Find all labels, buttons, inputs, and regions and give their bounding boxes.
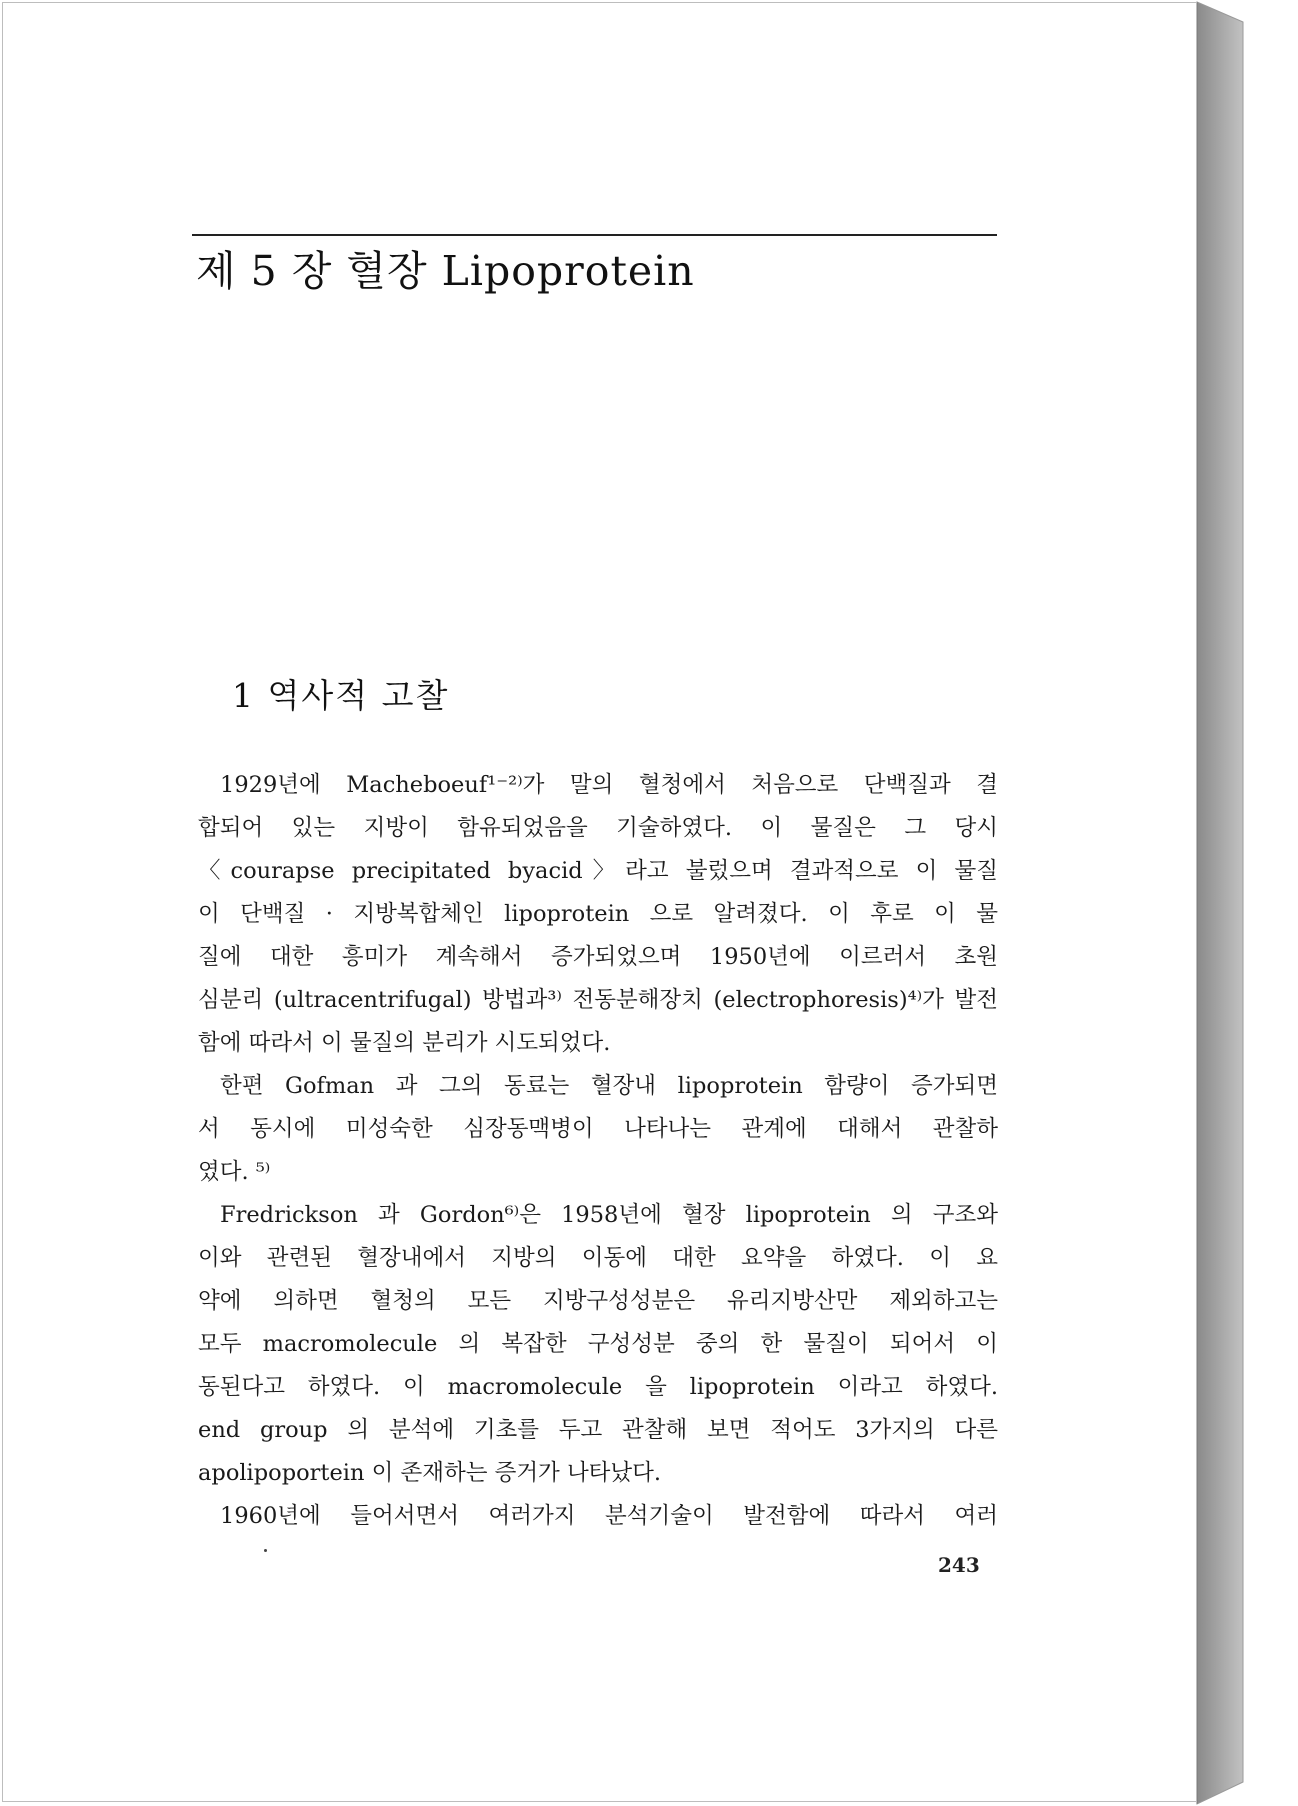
body-line: 1960년에 들어서면서 여러가지 분석기술이 발전함에 따라서 여러 [220,1503,998,1529]
body-line: Fredrickson 과 Gordon⁶⁾은 1958년에 혈장 lipoprotein 의 구조와 [220,1202,998,1228]
body-line: 1929년에 Macheboeuf¹⁻²⁾가 말의 혈청에서 처음으로 단백질과 결 [220,772,998,798]
body-line: 모두 macromolecule 의 복잡한 구성성분 중의 한 물질이 되어서 이 [198,1331,998,1357]
body-line: 합되어 있는 지방이 함유되었음을 기술하였다. 이 물질은 그 당시 [198,815,998,841]
chapter-title-rule [192,234,997,236]
body-line: 이 단백질 · 지방복합체인 lipoprotein 으로 알려졌다. 이 후로 이 물 [198,901,998,927]
section-heading: 1 역사적 고찰 [232,676,450,715]
body-line: 심분리 (ultracentrifugal) 방법과³⁾ 전동분해장치 (electrophoresis)⁴⁾가 발전 [198,987,998,1013]
body-line: 질에 대한 흥미가 계속해서 증가되었으며 1950년에 이르러서 초원 [198,944,998,970]
body-line: 함에 따라서 이 물질의 분리가 시도되었다. [198,1030,611,1056]
body-line: 동된다고 하였다. 이 macromolecule 을 lipoprotein 이라고 하였다. [198,1374,998,1400]
print-speck [264,1549,267,1552]
body-line: 였다. ⁵⁾ [198,1159,271,1185]
body-line: 한편 Gofman 과 그의 동료는 혈장내 lipoprotein 함량이 증가되면 [220,1073,998,1099]
body-text [198,764,998,1538]
body-line: 〈courapse precipitated byacid〉라고 불렀으며 결과적으로 이 물질 [198,858,998,884]
body-line: apolipoportein 이 존재하는 증거가 나타났다. [198,1460,662,1486]
body-line: end group 의 분석에 기초를 두고 관찰해 보면 적어도 3가지의 다른 [198,1417,998,1443]
chapter-title: 제 5 장 혈장 Lipoprotein [196,247,695,295]
page-number: 243 [938,1553,980,1577]
body-line: 이와 관련된 혈장내에서 지방의 이동에 대한 요약을 하였다. 이 요 [198,1245,998,1271]
body-line: 약에 의하면 혈청의 모든 지방구성성분은 유리지방산만 제외하고는 [198,1288,998,1314]
body-line: 서 동시에 미성숙한 심장동맥병이 나타나는 관계에 대해서 관찰하 [198,1116,998,1142]
